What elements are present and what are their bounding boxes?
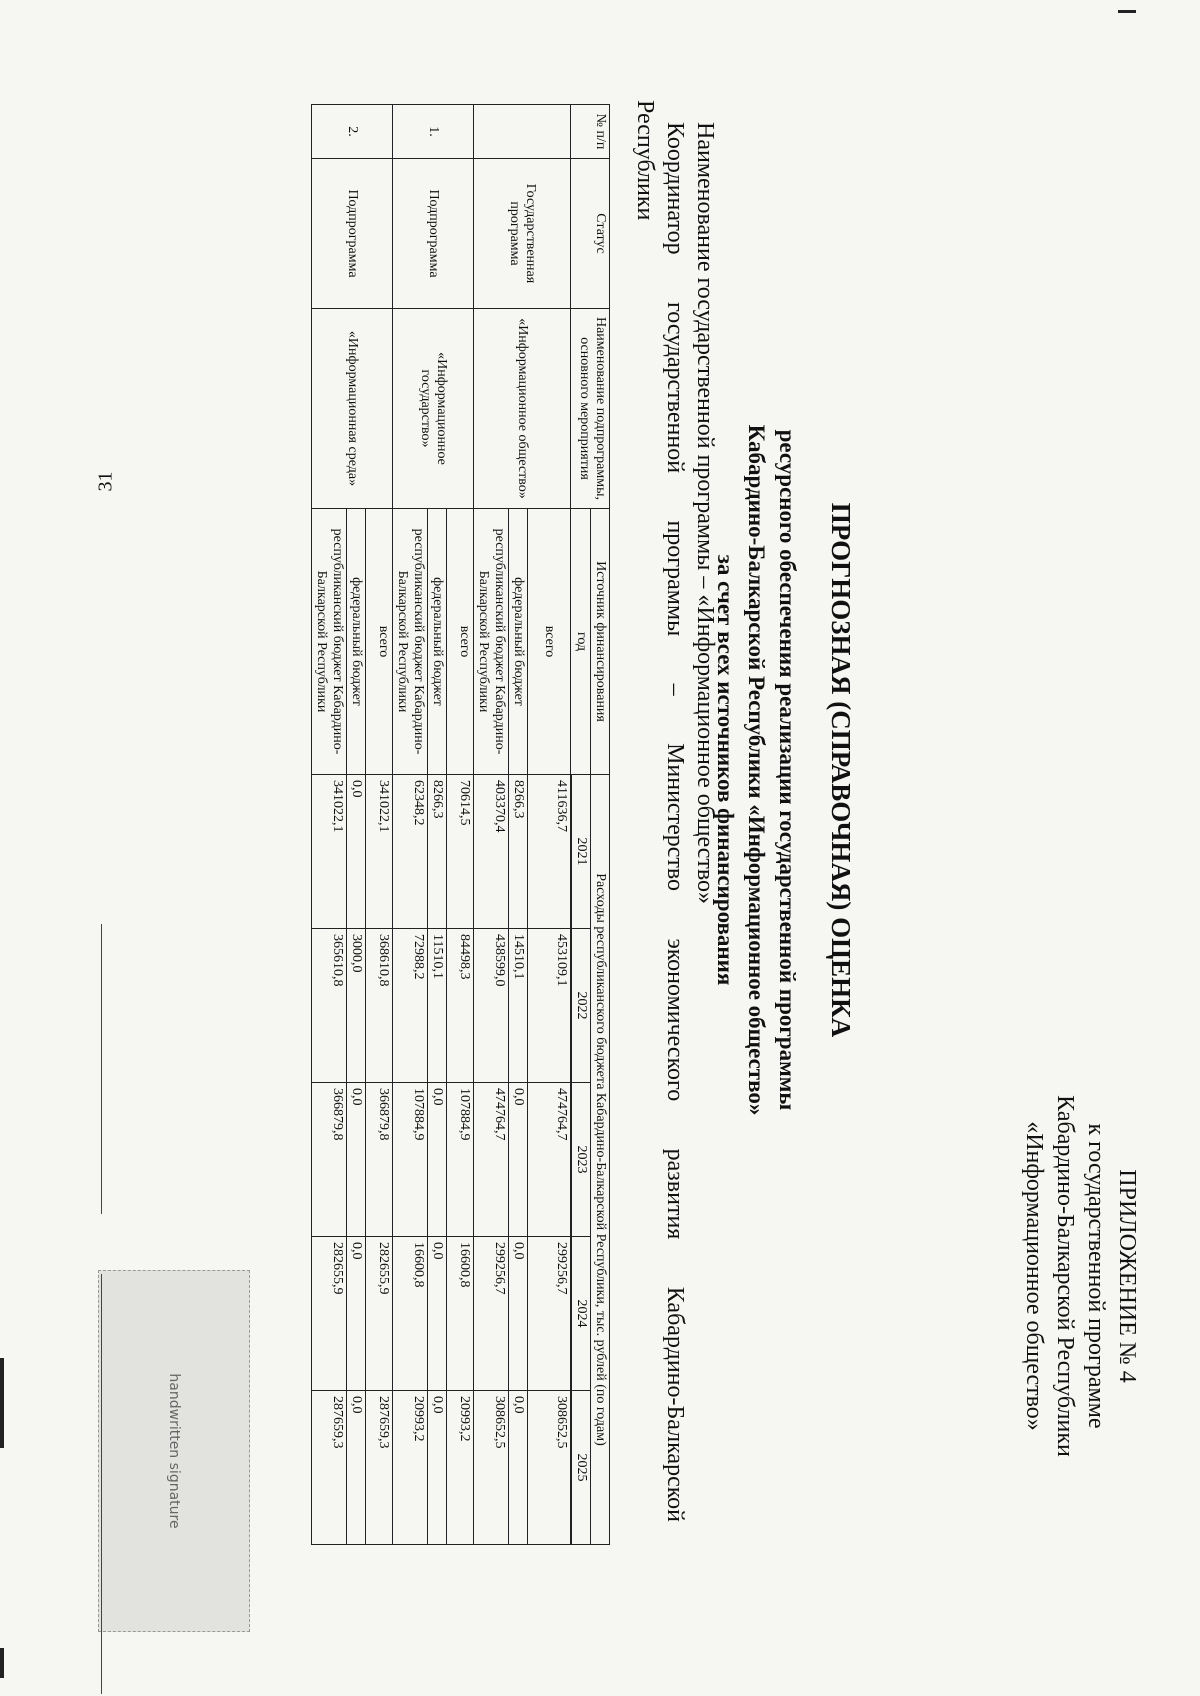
cell-value: 403370,4 (474, 775, 509, 929)
heading-title: ПРОГНОЗНАЯ (СПРАВОЧНАЯ) ОЦЕНКА (826, 502, 856, 1038)
cell-value: 0,0 (347, 1237, 366, 1391)
row-name: «Информационная среда» (312, 309, 393, 509)
cell-value: 107884,9 (447, 1083, 474, 1237)
header-year: 2023 (572, 1083, 591, 1237)
row-source: республиканский бюджет Кабардино-Балкарской Республики (393, 509, 428, 775)
appendix-title: ПРИЛОЖЕНИЕ № 4 (1114, 1169, 1140, 1383)
cell-value: 287659,3 (312, 1391, 347, 1545)
row-source: всего (447, 509, 474, 775)
row-source: федеральный бюджет (347, 509, 366, 775)
cell-value: 0,0 (509, 1391, 528, 1545)
coordinator-word: программы (662, 520, 688, 637)
coordinator-tail: Республики (632, 100, 658, 221)
row-source: всего (528, 509, 571, 775)
row-name: «Информационное государство» (393, 309, 474, 509)
cell-value: 84498,3 (447, 929, 474, 1083)
cell-value: 368610,8 (366, 929, 393, 1083)
cell-value: 0,0 (428, 1083, 447, 1237)
cell-value: 341022,1 (312, 775, 347, 929)
appendix-line: Кабардино-Балкарской Республики (1052, 1095, 1078, 1457)
cell-value: 341022,1 (366, 775, 393, 929)
cell-value: 20993,2 (447, 1391, 474, 1545)
header-year: 2024 (572, 1237, 591, 1391)
table-row (447, 105, 474, 1545)
cell-value: 0,0 (509, 1237, 528, 1391)
cell-value: 3000,0 (347, 929, 366, 1083)
header-year: 2021 (572, 775, 591, 929)
header-number: № п/п (571, 105, 610, 159)
heading-line: Кабардино-Балкарской Республики «Информационное общество» (744, 424, 769, 1116)
cell-value: 366879,8 (366, 1083, 393, 1237)
cell-value: 474764,7 (528, 1083, 571, 1237)
scan-mark (1118, 10, 1136, 13)
header-year: 2025 (572, 1391, 591, 1545)
cell-value: 453109,1 (528, 929, 571, 1083)
cell-value: 308652,5 (474, 1391, 509, 1545)
appendix-line: «Информационное общество» (1021, 1121, 1047, 1431)
signature-rule (101, 1274, 102, 1694)
cell-value: 14510,1 (509, 929, 528, 1083)
cell-value: 62348,2 (393, 775, 428, 929)
cell-value: 365610,8 (312, 929, 347, 1083)
cell-value: 0,0 (347, 1083, 366, 1237)
cell-value: 8266,3 (428, 775, 447, 929)
cell-value: 8266,3 (509, 775, 528, 929)
row-status: Подпрограмма (393, 159, 474, 309)
cell-value: 282655,9 (366, 1237, 393, 1391)
appendix-block (1018, 976, 1142, 1576)
heading-line: ресурсного обеспечения реализации государственной программы (775, 429, 800, 1111)
coordinator-word: – (662, 683, 688, 696)
row-status: Подпрограмма (312, 159, 393, 309)
cell-value: 299256,7 (528, 1237, 571, 1391)
header-expenses: Расходы республиканского бюджета Кабардино-Балкарской Республики, тыс. рублей (по годам) (591, 775, 610, 1545)
scan-mark (0, 1648, 4, 1678)
heading-line: за счет всех источников финансирования (713, 554, 738, 986)
header-source: Источник финансирования (591, 509, 610, 775)
cell-value: 16600,8 (393, 1237, 428, 1391)
cell-value: 411636,7 (528, 775, 571, 929)
cell-value: 16600,8 (447, 1237, 474, 1391)
cell-value: 11510,1 (428, 929, 447, 1083)
table-row (528, 105, 571, 1545)
coordinator-word: экономического (662, 938, 688, 1102)
program-info (630, 100, 720, 1622)
header-year: 2022 (572, 929, 591, 1083)
cell-value: 366879,8 (312, 1083, 347, 1237)
row-status: Государственная программа (474, 159, 571, 309)
row-source: федеральный бюджет (509, 509, 528, 775)
row-source: республиканский бюджет Кабардино-Балкарской Республики (312, 509, 347, 775)
coordinator-line (660, 122, 690, 1522)
cell-value: 0,0 (347, 1391, 366, 1545)
row-number: 2. (312, 105, 393, 159)
row-number (474, 105, 571, 159)
cell-value: 0,0 (509, 1083, 528, 1237)
funding-table (311, 104, 610, 1545)
page-number: 31 (94, 471, 117, 492)
header-year-label: год (571, 509, 591, 775)
cell-value: 308652,5 (528, 1391, 571, 1545)
row-source: федеральный бюджет (428, 509, 447, 775)
cell-value: 299256,7 (474, 1237, 509, 1391)
cell-value: 282655,9 (312, 1237, 347, 1391)
cell-value: 474764,7 (474, 1083, 509, 1237)
row-number: 1. (393, 105, 474, 159)
coordinator-word: государственной (662, 302, 688, 474)
appendix-line: к государственной программе (1083, 1123, 1109, 1429)
signature-image: handwritten signature (98, 1270, 250, 1632)
cell-value: 107884,9 (393, 1083, 428, 1237)
coordinator-word: развития (662, 1148, 688, 1240)
cell-value: 70614,5 (447, 775, 474, 929)
cell-value: 0,0 (347, 775, 366, 929)
row-name: «Информационное общество» (474, 309, 571, 509)
scan-mark (0, 1358, 4, 1448)
cell-value: 72988,2 (393, 929, 428, 1083)
header-status: Статус (571, 159, 610, 309)
cell-value: 0,0 (428, 1391, 447, 1545)
signature-rule (101, 924, 102, 1214)
coordinator-word: Координатор (662, 122, 688, 255)
document-heading (710, 360, 856, 1180)
cell-value: 438599,0 (474, 929, 509, 1083)
coordinator-word: Министерство (662, 743, 688, 892)
program-name-line: Наименование государственной программы – «Информационное общество» (692, 122, 718, 905)
cell-value: 20993,2 (393, 1391, 428, 1545)
table-row (366, 105, 393, 1545)
coordinator-word: Кабардино-Балкарской (662, 1286, 688, 1523)
row-source: всего (366, 509, 393, 775)
header-name: Наименование подпрограммы, основного мероприятия (571, 309, 610, 509)
cell-value: 0,0 (428, 1237, 447, 1391)
row-source: республиканский бюджет Кабардино-Балкарской Республики (474, 509, 509, 775)
cell-value: 287659,3 (366, 1391, 393, 1545)
